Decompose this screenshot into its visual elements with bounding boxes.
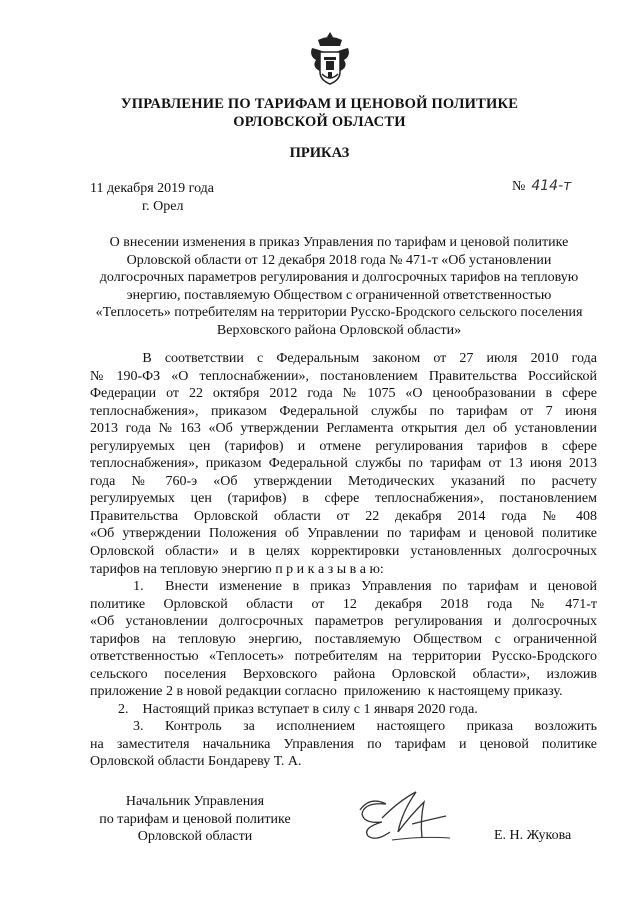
organization-name-line2: ОРЛОВСКОЙ ОБЛАСТИ bbox=[233, 114, 406, 130]
text-line: В соответствии с Федеральным законом от 27 июля 2010 года bbox=[90, 351, 597, 366]
organization-name-line1: УПРАВЛЕНИЕ ПО ТАРИФАМ И ЦЕНОВОЙ ПОЛИТИКЕ bbox=[120, 96, 519, 112]
text-line: 2. Настоящий приказ вступает в силу с 1 января 2020 года. bbox=[90, 701, 478, 717]
text-line: № 190-ФЗ «О теплоснабжении», постановлением Правительства Российской bbox=[90, 368, 597, 384]
text-line: 3. Контроль за исполнением настоящего приказа возложить bbox=[90, 719, 597, 735]
order-items bbox=[90, 578, 597, 771]
order-number bbox=[512, 178, 571, 195]
text-line: года № 760-э «Об утверждении Методических указаний по расчету bbox=[90, 473, 597, 489]
order-subject: О внесении изменения в приказ Управления по тарифам и ценовой политике Орловской области от 12 декабря 2018 года № 471-т «Об установлении долгосрочных параметров регулирования и долгосрочных тарифов на тепловую энергию, поставляемую Обществом с ограниченной ответственностью «Теплосеть» потребителям на территории Русско-Бродского сельского поселения Верховского района Орловской области» bbox=[95, 235, 583, 338]
text-line: 2013 года № 163 «Об утверждении Регламента открытия дел об установлении bbox=[90, 421, 597, 437]
text-line: 1. Внести изменение в приказ Управления по тарифам и ценовой bbox=[90, 579, 597, 594]
text-line: на заместителя начальника Управления по тарифам и ценовой политике bbox=[90, 736, 597, 752]
coat-of-arms-icon bbox=[308, 30, 352, 90]
text-line: тарифов на тепловую энергию, поставляемую Обществом с ограниченной bbox=[90, 631, 597, 647]
text-line: регулируемых цен (тарифов) в сфере теплоснабжения», постановлением bbox=[90, 491, 597, 507]
text-line: «Об установлении долгосрочных параметров регулирования и долгосрочных bbox=[90, 614, 597, 630]
text-line: теплоснабжения», приказом Федеральной службы по тарифам от 7 июня bbox=[90, 403, 597, 419]
text-line: Федерации от 22 октября 2012 года № 1075 «О ценообразовании в сфере bbox=[90, 386, 597, 402]
text-line: сельского поселения Верховского района Орловской области», изложив bbox=[90, 666, 597, 682]
handwritten-signature bbox=[352, 780, 457, 850]
signatory-title bbox=[90, 793, 300, 846]
text-line: политике Орловской области от 12 декабря 2018 года № 471-т bbox=[90, 596, 597, 612]
text-line: Орловской области» и в целях корректировки установленных долгосрочных bbox=[90, 544, 597, 560]
text-line: теплоснабжения», приказом Федеральной службы по тарифам от 13 июня 2013 bbox=[90, 456, 597, 472]
text-line: «Об утверждении Положения об Управлении по тарифам и ценовой политике bbox=[90, 526, 597, 542]
text-line: Орловской области Бондареву Т. А. bbox=[90, 754, 302, 770]
number-value: 414-т bbox=[531, 178, 572, 194]
number-label: № bbox=[512, 179, 526, 194]
text-line: тарифов на тепловую энергию п р и к а з ы в а ю: bbox=[90, 561, 384, 577]
order-title: ПРИКАЗ bbox=[289, 145, 350, 161]
text-line: приложение 2 в новой редакции согласно приложению к настоящему приказу. bbox=[90, 684, 563, 700]
text-line: Правительства Орловской области от 22 декабря 2014 года № 408 bbox=[90, 508, 597, 524]
signatory-title-line: Орловской области bbox=[137, 829, 253, 844]
order-date: 11 декабря 2019 года bbox=[90, 181, 215, 196]
text-line: регулируемых цен (тарифов) и отмене регулирования тарифов в сфере bbox=[90, 438, 597, 454]
preamble-paragraph bbox=[90, 350, 597, 578]
signatory-name: Е. Н. Жукова bbox=[494, 828, 572, 843]
signatory-title-line: по тарифам и ценовой политике bbox=[99, 811, 291, 827]
signatory-title-line: Начальник Управления bbox=[125, 794, 265, 809]
order-city: г. Орел bbox=[142, 199, 184, 214]
text-line: ответственностью «Теплосеть» потребителям на территории Русско-Бродского bbox=[90, 649, 597, 665]
